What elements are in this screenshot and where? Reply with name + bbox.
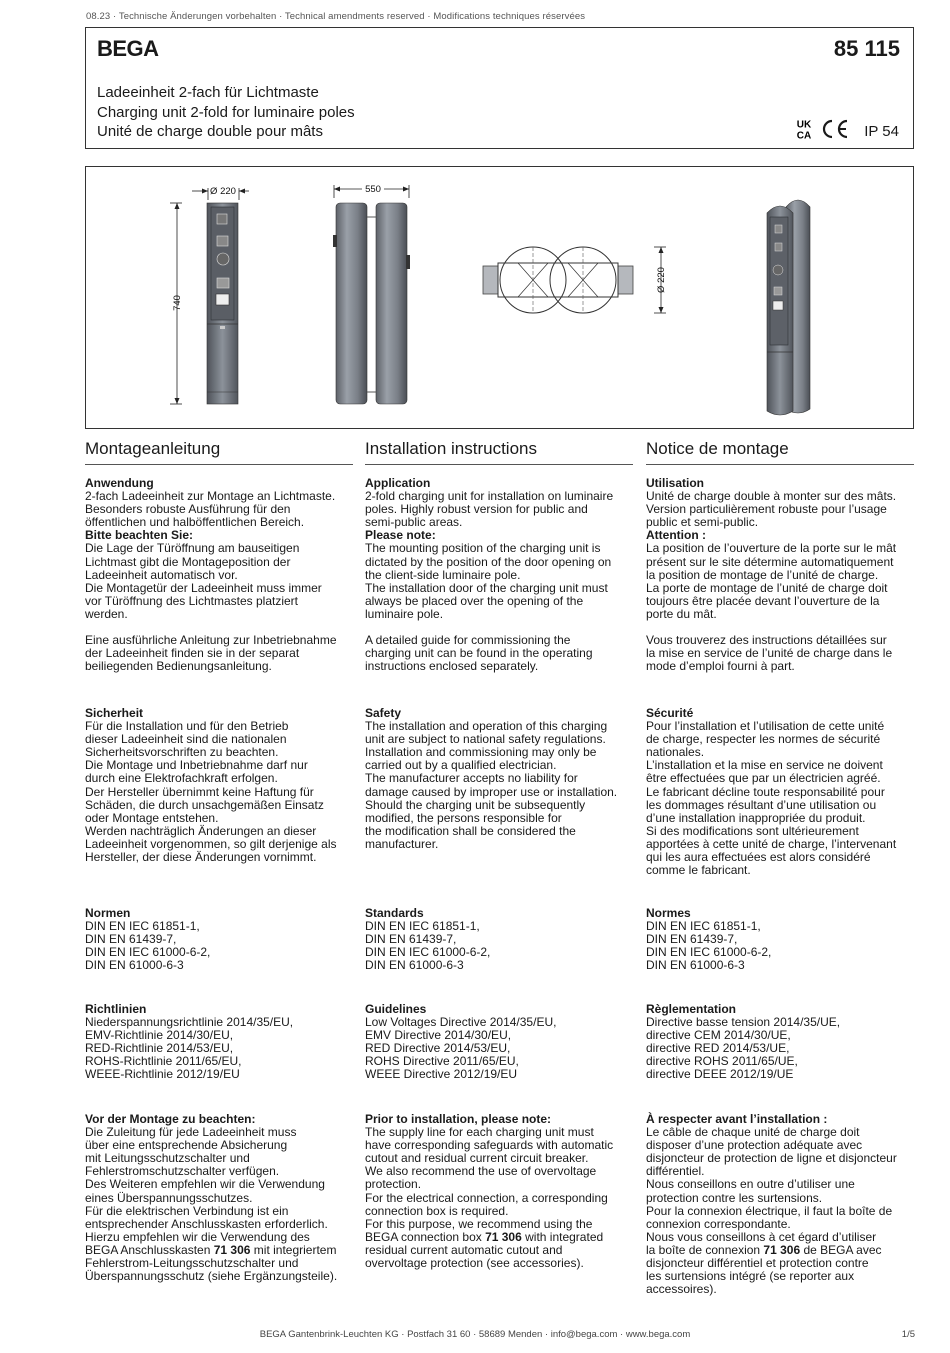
section-title: Normes [646,906,691,920]
section-text: Für die Installation und für den Betrieb dieser Ladeeinheit sind die nationalen Sicherheitsvorschriften zu beachten. Die Montage und Inbetriebnahme darf nur durch eine Elektrofachkraft erfolgen. Der Hersteller übernimmt keine Haftung für Schäden, die durch unsachgemäßen Einsatz oder Montage entstehen. Werden nachträglich Änderungen an dieser Ladeeinheit vorgenommen, so gilt derjenige als Hersteller, der diese Änderungen vornimmt. [85,719,337,865]
brand-name: BEGA [97,36,159,61]
connection-box-number: 71 306 [213,1242,251,1257]
section-standards [85,907,353,972]
section-title: Sicherheit [85,706,144,720]
column-english [365,437,633,1271]
section-text: The installation and operation of this charging unit are subject to national safety regulations. Installation and commissioning may only be carried out by a qualified electrician. The manufacturer accepts no liability for damage caused by improper use or installation. Should the charging unit be subsequently modified, the persons responsible for the modification shall be considered the manufacturer. [365,719,618,851]
front-view-drawing [170,186,249,404]
perspective-view-drawing [767,200,810,415]
svg-text:UK: UK [797,119,812,131]
section-text: Eine ausführliche Anleitung zur Inbetriebnahme der Ladeeinheit finden sie in der separat beiliegenden Bedienungsanleitung. [85,633,337,674]
section-before-installation [646,1113,914,1296]
section-title: Anwendung [85,476,154,490]
section-before-installation [85,1113,353,1283]
product-drawings [85,166,914,429]
column-german [85,437,353,1284]
section-safety [85,707,353,864]
section-title: Règlementation [646,1002,737,1016]
section-before-installation [365,1113,633,1270]
section-text: Directive basse tension 2014/35/UE, directive CEM 2014/30/UE, directive RED 2014/53/UE, directive ROHS 2011/65/UE, directive DEEE 2012/19/UE [646,1015,841,1082]
dim-width: 550 [365,184,381,195]
section-title: Vor der Montage zu beachten: [85,1112,256,1126]
section-text: The mounting position of the charging unit is dictated by the position of the door opening on the client-side luminaire pole. The installation door of the charging unit must always be placed over the opening of the luminaire pole. [365,541,612,621]
title-de: Ladeeinheit 2-fach für Lichtmaste [97,84,319,101]
section-title: Richtlinien [85,1002,147,1016]
section-guidelines [365,1003,633,1082]
ukca-mark-icon [794,118,814,145]
section-standards [365,907,633,972]
section-title: Normen [85,906,131,920]
page-number: 1/5 [901,1329,915,1340]
column-heading: Installation instructions [365,437,633,465]
section-title: Guidelines [365,1002,427,1016]
ip-rating: IP 54 [864,123,899,140]
header-box [85,27,914,149]
section-safety [646,707,914,877]
footer-address: BEGA Gantenbrink-Leuchten KG · Postfach 31 60 · 58689 Menden · info@bega.com · www.bega.com [259,1329,691,1340]
section-safety [365,707,633,851]
section-standards [646,907,914,972]
dim-diameter-top: Ø 220 [656,267,667,293]
section-title: Prior to installation, please note: [365,1112,552,1126]
section-text: Niederspannungsrichtlinie 2014/35/EU, EMV-Richtlinie 2014/30/EU, RED-Richtlinie 2014/53/EU, ROHS-Richtlinie 2011/65/EU, WEEE-Richtlinie 2012/19/EU [85,1015,294,1082]
section-text: 2-fold charging unit for installation on luminaire poles. Highly robust version for public and semi-public areas. [365,489,614,530]
section-text: 2-fach Ladeeinheit zur Montage an Lichtmaste. Besonders robuste Ausführung für den öffentlichen und halböffentlichen Bereich. [85,489,336,530]
section-text: Low Voltages Directive 2014/35/EU, EMV Directive 2014/30/EU, RED Directive 2014/53/EU, ROHS Directive 2011/65/EU, WEEE Directive 2012/19/EU [365,1015,557,1082]
section-text: DIN EN IEC 61851-1, DIN EN 61439-7, DIN EN IEC 61000-6-2, DIN EN 61000-6-3 [365,919,491,973]
certification-marks [794,118,899,145]
side-view-drawing [333,182,410,404]
section-title: Sécurité [646,706,694,720]
section-application [646,477,914,673]
section-text: A detailed guide for commissioning the charging unit can be found in the operating instructions enclosed separately. [365,633,593,674]
dim-diameter-front: Ø 220 [210,186,236,197]
section-text: Die Zuleitung für jede Ladeeinheit muss über eine entsprechende Absicherung mit Leitungsschutzschalter und Fehlerstromschutzschalter verfügen. Des Weiteren empfehlen wir die Verwendung eines Überspannungsschutzes. Für die elektrischen Verbindung ist ein entsprechender Anschlusskasten erforderlich. Hierzu empfehlen wir die Verwendung des BEGA Anschlusskasten 71 306 mit integriertem Fehlerstrom-Leitungsschutzschalter und Überspannungsschutz (siehe Ergänzungsteile). [85,1125,338,1284]
section-text: DIN EN IEC 61851-1, DIN EN 61439-7, DIN EN IEC 61000-6-2, DIN EN 61000-6-3 [646,919,772,973]
product-number: 85 115 [833,36,900,61]
section-text: The supply line for each charging unit must have corresponding safeguards with automatic cutout and residual current circuit breaker. We also recommend the use of overvoltage protection. For the electrical connection, a corresponding connection box is required. For this purpose, we recommend using the BEGA connection box 71 306 with integrated residual current automatic cutout and overvoltage protection (see accessories). [365,1125,614,1271]
column-heading: Notice de montage [646,437,914,465]
section-title: Safety [365,706,402,720]
section-application [85,477,353,673]
column-french [646,437,914,1297]
section-text: Unité de charge double à monter sur des mâts. Version particulièrement robuste pour l’usage public et semi-public. [646,489,897,530]
title-en: Charging unit 2-fold for luminaire poles [97,103,355,121]
section-text: La position de l’ouverture de la porte sur le mât présent sur le site détermine automatiquement la position de montage de l’unité de charge. La porte de montage de l’unité de charge doit toujours être placée devant l’ouverture de la porte du mât. [646,541,897,621]
section-text: Le câble de chaque unité de charge doit disposer d’une protection adéquate avec disjoncteur de protection de ligne et disjoncteur différentiel. Nous conseillons en outre d’utiliser une protection contre les surtensions. Pour la connexion électrique, il faut la boîte de connexion correspondante. Nous vous conseillons à cet égard d’utiliser la boîte de connexion 71 306 de BEGA avec disjoncteur différentiel et protection contre les surtensions intégré (se reporter aux accessoires). [646,1125,897,1297]
product-titles [97,83,355,142]
top-view-drawing [483,247,667,313]
section-text: DIN EN IEC 61851-1, DIN EN 61439-7, DIN EN IEC 61000-6-2, DIN EN 61000-6-3 [85,919,211,973]
revision-line: 08.23 · Technische Änderungen vorbehalten · Technical amendments reserved · Modifications techniques réservées [86,11,586,22]
svg-text:CA: CA [797,130,812,140]
section-guidelines [85,1003,353,1082]
section-text: Die Lage der Türöffnung am bauseitigen Lichtmast gibt die Montageposition der Ladeeinheit automatisch vor. Die Montagetür der Ladeeinheit muss immer vor Türöffnung des Lichtmastes platziert werden. [85,541,322,621]
column-heading: Montageanleitung [85,437,353,465]
title-fr: Unité de charge double pour mâts [97,123,323,140]
ce-mark-icon [820,118,850,145]
section-title: Please note: [365,528,436,543]
section-title: Standards [365,906,424,920]
section-title: Application [365,476,431,490]
section-text: Vous trouverez des instructions détaillées sur la mise en service de l’unité de charge dans le mode d’emploi fourni à part. [646,633,893,674]
section-title: Utilisation [646,476,705,490]
section-application [365,477,633,673]
section-text: Pour l’installation et l’utilisation de cette unité de charge, respecter les normes de sécurité nationales. L’installation et la mise en service ne doivent être effectuées que par un électricien agréé. Le fabricant décline toute responsabilité pour les dommages résultant d’une utilisation ou d’une installation inappropriée du produit. Si des modifications sont ultérieurement apportées à cette unité de charge, l’intervenant qui les aura effectuées est alors considéré comme le fabricant. [646,719,897,878]
dim-height: 740 [172,295,183,311]
section-guidelines [646,1003,914,1082]
section-title: Bitte beachten Sie: [85,528,194,543]
connection-box-number: 71 306 [485,1229,522,1244]
connection-box-number: 71 306 [763,1242,801,1257]
section-title: À respecter avant l’installation : [646,1112,828,1126]
section-title: Attention : [646,528,706,543]
